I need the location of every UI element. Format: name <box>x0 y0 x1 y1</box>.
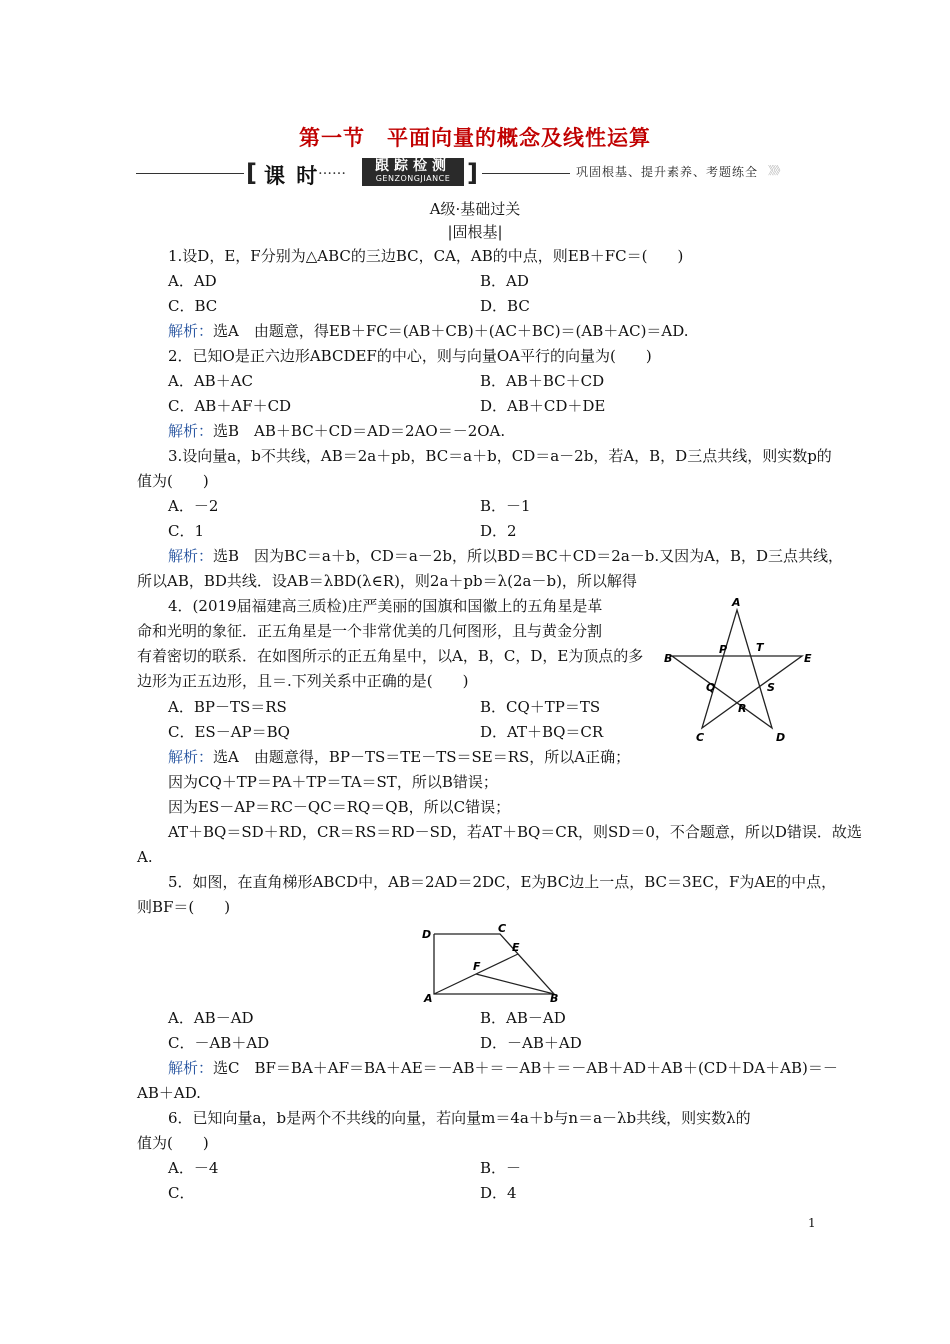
banner-dots: …… <box>318 162 346 178</box>
q5-option-d: D．－AB＋AD <box>480 1034 582 1052</box>
banner-main-label: 课 时 <box>264 164 320 188</box>
q4-solution-line1 <box>168 747 630 767</box>
star-label-t: T <box>756 641 764 654</box>
q6-option-a: A．－4 <box>168 1159 219 1177</box>
q3-option-b: B．－1 <box>480 497 531 515</box>
q1-solution-text: 选A 由题意，得EB＋FC＝(AB＋CB)＋(AC＋BC)＝(AB＋AC)＝AD. <box>213 322 689 340</box>
q1-option-d: D．BC <box>480 297 530 315</box>
q3-solution-line1 <box>168 546 843 566</box>
q1-solution <box>168 321 689 341</box>
section-banner <box>136 158 816 190</box>
trap-label-e: E <box>512 941 520 954</box>
q4-solution-line2: 因为CQ＋TP＝PA＋TP＝TA＝ST，所以B错误； <box>168 773 498 791</box>
q6-option-d: D．4 <box>480 1184 517 1202</box>
q1-option-a: A．AD <box>168 272 217 290</box>
q5-stem-line2: 则BF＝( ) <box>137 898 231 916</box>
q3-solution-label: 解析： <box>168 547 214 565</box>
q5-option-a: A．AB－AD <box>168 1009 254 1027</box>
trap-label-f: F <box>473 960 481 973</box>
sub-heading: |固根基| <box>447 223 503 241</box>
q2-option-a: A．AB＋AC <box>168 372 253 390</box>
banner-badge-en: GENZONGJIANCE <box>375 174 451 183</box>
banner-box <box>246 158 478 186</box>
q2-solution <box>168 421 505 441</box>
star-label-d: D <box>776 731 786 744</box>
star-label-q: Q <box>706 681 716 694</box>
banner-badge <box>362 158 464 186</box>
star-label-e: E <box>804 652 812 665</box>
q4-option-b: B．CQ＋TP＝TS <box>480 698 601 716</box>
q3-option-d: D．2 <box>480 522 517 540</box>
q3-option-a: A．－2 <box>168 497 219 515</box>
page-title: 第一节 平面向量的概念及线性运算 <box>299 126 651 150</box>
q4-solution-label: 解析： <box>168 748 214 766</box>
q4-solution-line4: AT＋BQ＝SD＋RD，CR＝RS＝RD－SD，若AT＋BQ＝CR，则SD＝0，不合题意，所以D错误．故选 <box>168 823 862 841</box>
q1-option-b: B．AD <box>480 272 529 290</box>
q4-solution-line3: 因为ES－AP＝RC－QC＝RQ＝QB，所以C错误； <box>168 798 511 816</box>
q5-solution-label: 解析： <box>168 1059 214 1077</box>
q4-stem-line4: 边形为正五边形，且＝.下列关系中正确的是( ) <box>137 672 469 690</box>
q3-stem-line2: 值为( ) <box>137 472 209 490</box>
q5-solution-text1: 选C BF＝BA＋AF＝BA＋AE＝－AB＋＝－AB＋＝－AB＋AD＋AB＋(CD＋DA＋AB)＝－ <box>213 1059 838 1077</box>
q4-option-d: D．AT＋BQ＝CR <box>480 723 604 741</box>
q5-solution-line1 <box>168 1058 838 1078</box>
star-label-a: A <box>732 596 741 609</box>
banner-rule-left <box>136 173 244 174</box>
q6-stem-line2: 值为( ) <box>137 1134 209 1152</box>
star-label-s: S <box>767 681 775 694</box>
trap-label-c: C <box>498 924 507 935</box>
q4-stem-line2: 命和光明的象征．正五角星是一个非常优美的几何图形，且与黄金分割 <box>137 622 603 640</box>
q2-option-c: C．AB＋AF＋CD <box>168 397 292 415</box>
star-label-r: R <box>738 702 747 715</box>
q4-stem-line3: 有着密切的联系．在如图所示的正五角星中，以A，B，C，D，E为顶点的多 <box>137 647 644 665</box>
q3-option-c: C．1 <box>168 522 205 540</box>
banner-tagline: 巩固根基、提升素养、考题练全 <box>576 165 759 179</box>
q5-solution-line2: AB＋AD. <box>137 1084 201 1102</box>
banner-rule-right <box>482 173 570 174</box>
trap-label-a: A <box>424 992 433 1005</box>
q4-option-a: A．BP－TS＝RS <box>168 698 287 716</box>
trap-label-b: B <box>550 992 559 1005</box>
q1-solution-label: 解析： <box>168 322 214 340</box>
q2-option-b: B．AB＋BC＋CD <box>480 372 605 390</box>
q1-option-c: C．BC <box>168 297 218 315</box>
q2-solution-label: 解析： <box>168 422 214 440</box>
page-number: 1 <box>808 1216 816 1230</box>
q6-stem-line1: 6．已知向量a，b是两个不共线的向量，若向量m＝4a＋b与n＝a－λb共线，则实数λ的 <box>168 1109 751 1127</box>
q5-option-b: B．AB－AD <box>480 1009 566 1027</box>
star-label-b: B <box>664 652 673 665</box>
q6-option-c: C． <box>168 1184 195 1202</box>
q5-option-c: C．－AB＋AD <box>168 1034 270 1052</box>
bracket-right-icon: ] <box>467 159 478 187</box>
bracket-left-icon: [ <box>246 159 257 187</box>
q4-stem-line1: 4．(2019届福建高三质检)庄严美丽的国旗和国徽上的五角星是革 <box>168 597 603 615</box>
star-label-p: P <box>719 643 728 656</box>
banner-badge-zh: 跟踪检测 <box>375 158 451 174</box>
q6-option-b: B．－ <box>480 1159 522 1177</box>
star-label-c: C <box>696 731 705 744</box>
q2-solution-text: 选B AB＋BC＋CD＝AD＝2AO＝－2OA. <box>213 422 506 440</box>
q3-solution-text1: 选B 因为BC＝a＋b，CD＝a－2b，所以BD＝BC＋CD＝2a－b.又因为A，B，D三点共线， <box>213 547 844 565</box>
q4-solution-text1: 选A 由题意得，BP－TS＝TE－TS＝SE＝RS，所以A正确； <box>213 748 631 766</box>
q3-solution-line2: 所以AB，BD共线．设AB＝λBD(λ∈R)，则2a＋pb＝λ(2a－b)，所以解得 <box>137 572 637 590</box>
q1-stem: 1.设D，E，F分别为△ABC的三边BC，CA，AB的中点，则EB＋FC＝( ) <box>168 247 684 265</box>
pentagram-figure <box>664 596 824 746</box>
q2-option-d: D．AB＋CD＋DE <box>480 397 606 415</box>
q2-stem: 2．已知O是正六边形ABCDEF的中心，则与向量OA平行的向量为( ) <box>168 347 652 365</box>
trapezoid-figure <box>418 924 568 1006</box>
q4-option-c: C．ES－AP＝BQ <box>168 723 290 741</box>
q4-solution-line5: A. <box>137 848 153 866</box>
level-heading: A级·基础过关 <box>429 200 521 218</box>
q5-stem-line1: 5．如图，在直角梯形ABCD中，AB＝2AD＝2DC，E为BC边上一点，BC＝3EC，F为AE的中点， <box>168 873 837 891</box>
chevron-right-icon: 》》》 <box>768 164 784 177</box>
trap-label-d: D <box>422 928 432 941</box>
q3-stem-line1: 3.设向量a，b不共线，AB＝2a＋pb，BC＝a＋b，CD＝a－2b，若A，B，D三点共线，则实数p的 <box>168 447 832 465</box>
